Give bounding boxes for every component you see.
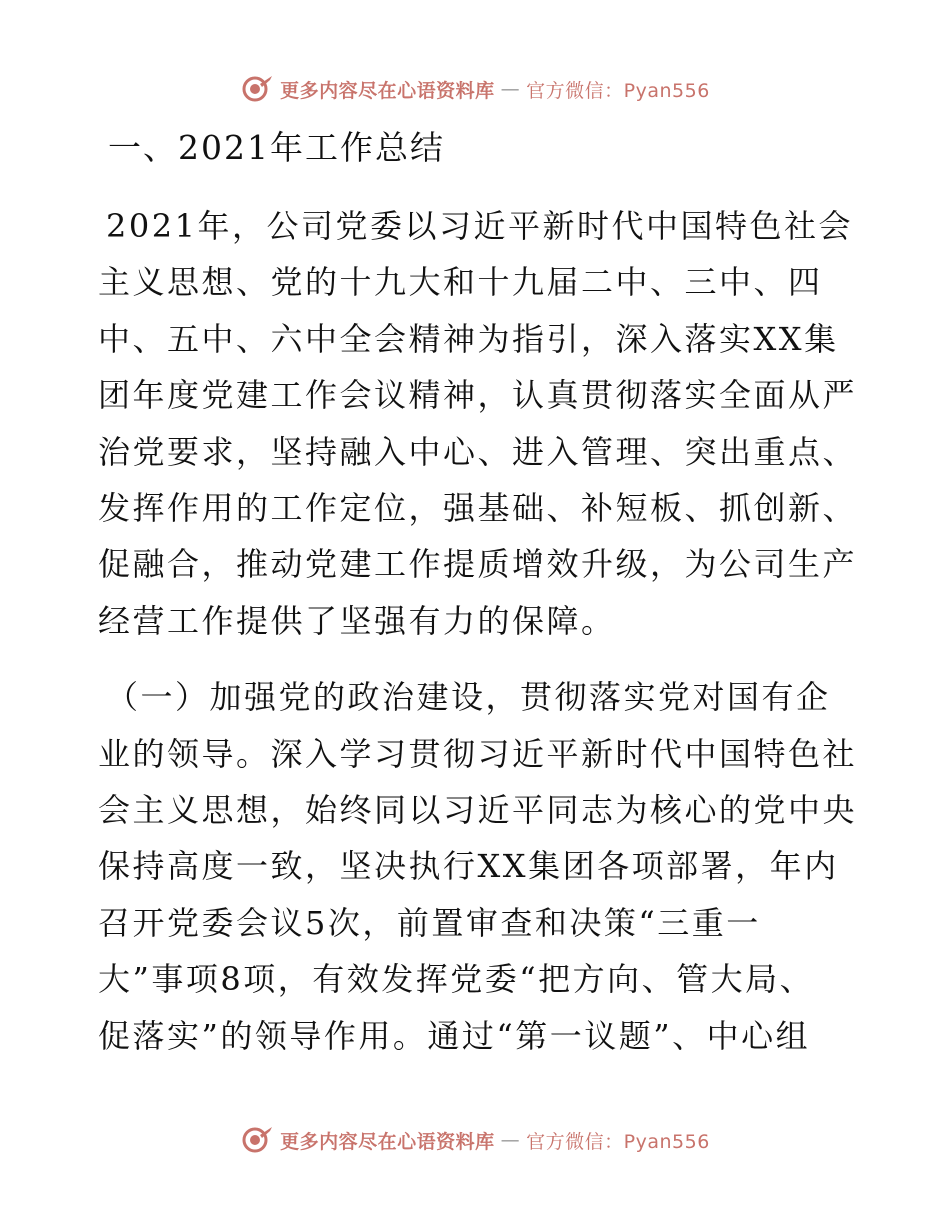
pen-seal-icon <box>240 1125 274 1155</box>
text-line: 2021年，公司党委以习近平新时代中国特色社会 <box>106 207 853 245</box>
watermark-main-text: 更多内容尽在心语资料库 <box>280 79 495 102</box>
footer-watermark <box>0 1125 950 1155</box>
section-heading: 一、2021年工作总结 <box>108 128 445 167</box>
text-line: 会主义思想，始终同以习近平同志为核心的党中央 <box>98 791 858 830</box>
text-line: 发挥作用的工作定位，强基础、补短板、抓创新、 <box>98 489 858 528</box>
watermark-wechat-text: 官方微信：Pyan556 <box>526 1130 710 1153</box>
text-line: 大”事项8项，有效发挥党委“把方向、管大局、 <box>98 960 815 999</box>
text-line: 促落实”的领导作用。通过“第一议题”、中心组 <box>98 1016 811 1055</box>
header-watermark <box>0 74 950 104</box>
pen-seal-icon <box>240 74 274 104</box>
text-line: 业的领导。深入学习贯彻习近平新时代中国特色社 <box>98 734 858 773</box>
watermark-wechat-text: 官方微信：Pyan556 <box>526 79 710 102</box>
text-line: 主义思想、党的十九大和十九届二中、三中、四 <box>98 263 823 302</box>
text-line: 治党要求，坚持融入中心、进入管理、突出重点、 <box>98 432 858 471</box>
text-line: 召开党委会议5次，前置审查和决策“三重一 <box>98 903 761 942</box>
watermark-main-text: 更多内容尽在心语资料库 <box>280 1130 495 1153</box>
paragraph-summary <box>98 198 858 649</box>
watermark-separator: — <box>500 1129 521 1151</box>
paragraph-political-building <box>98 669 858 1064</box>
text-line: 保持高度一致，坚决执行XX集团各项部署，年内 <box>98 847 839 886</box>
document-body <box>98 120 858 1084</box>
text-line: 经营工作提供了坚强有力的保障。 <box>98 601 616 640</box>
text-line: 中、五中、六中全会精神为指引，深入落实XX集 <box>98 319 839 358</box>
watermark-separator: — <box>500 78 521 100</box>
text-line: （一）加强党的政治建设，贯彻落实党对国有企 <box>106 678 831 717</box>
text-line: 团年度党建工作会议精神，认真贯彻落实全面从严 <box>98 376 858 415</box>
text-line: 促融合，推动党建工作提质增效升级，为公司生产 <box>98 545 858 584</box>
